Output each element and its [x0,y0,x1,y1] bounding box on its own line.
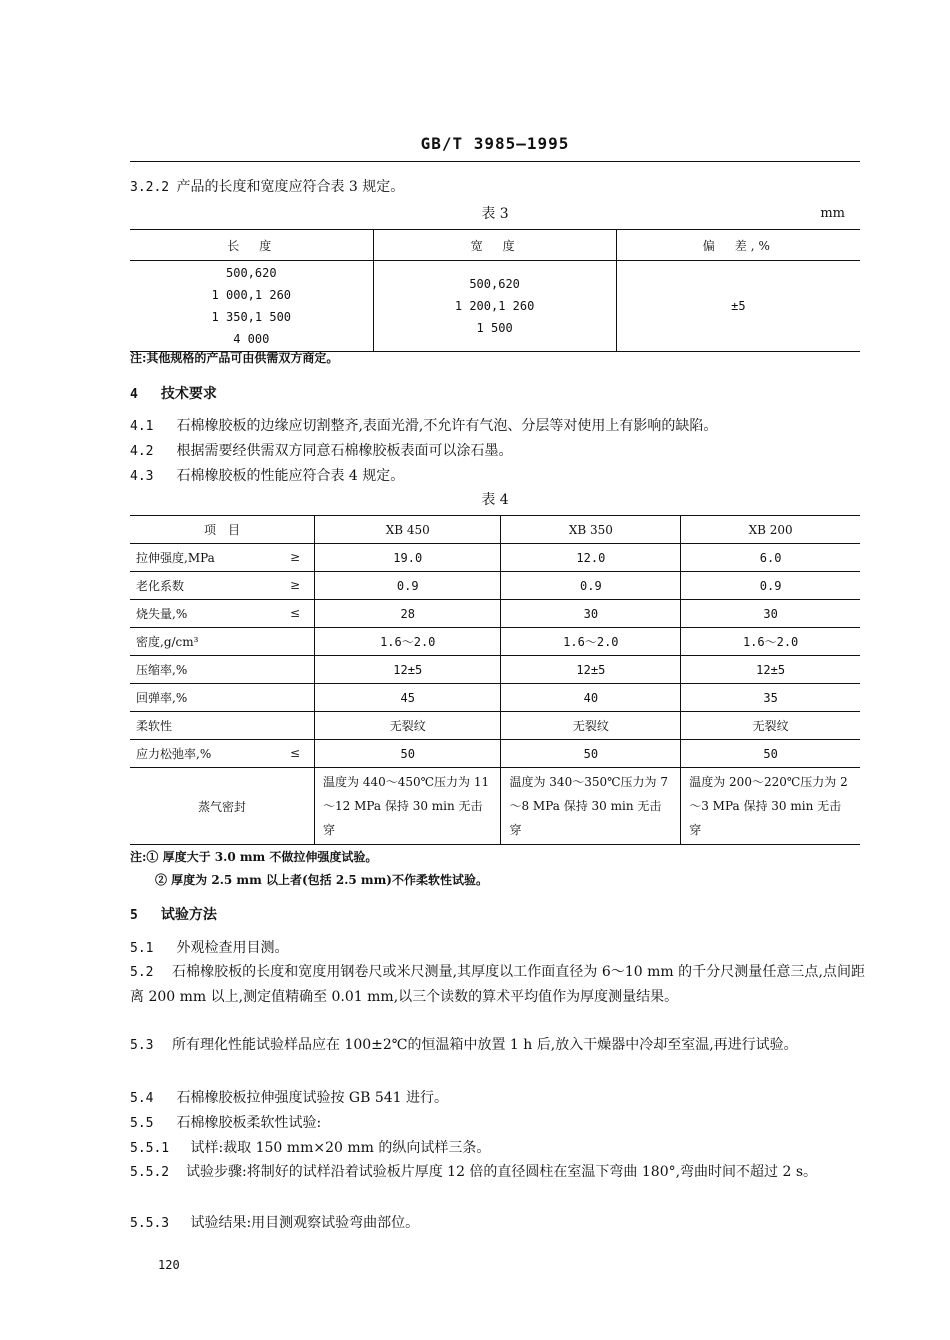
value-cell: 1.6～2.0 [501,628,681,656]
table-row [130,684,860,712]
comparison-symbol: ≥ [289,578,300,592]
value-cell: 19.0 [315,544,501,572]
value-cell: 1.6～2.0 [681,628,860,656]
item-label: 密度,g/cm³ [136,635,199,649]
table-header-cell: 宽 度 [373,230,616,261]
length-value: 500,620 [226,266,277,280]
page-header: GB/T 3985—1995 [420,134,570,153]
value-cell: 6.0 [681,544,860,572]
value-cell: 12.0 [501,544,681,572]
table3-unit: mm [820,206,845,221]
item-cell [130,544,315,572]
clause-text: 产品的长度和宽度应符合表 3 规定。 [176,179,405,195]
value-cell: 12±5 [315,656,501,684]
item-label: 拉伸强度,MPa [136,551,215,565]
clause-number: 5.5.3 [130,1216,170,1231]
clause-text: 石棉橡胶板拉伸强度试验按 GB 541 进行。 [176,1090,448,1106]
table-header-row [130,516,860,544]
value-cell: 1.6～2.0 [315,628,501,656]
clause-text: 外观检查用目测。 [176,940,289,956]
clause-text: 石棉橡胶板柔软性试验: [176,1115,322,1131]
width-value: 1 200,1 260 [454,299,535,313]
item-label: 压缩率,% [136,663,188,677]
length-value: 1 000,1 260 [211,288,292,302]
clause-number: 5.3 [130,1038,154,1053]
comparison-symbol: ≥ [289,550,300,564]
table-row [130,740,860,768]
table-4 [130,515,860,845]
clause-number: 5.5.2 [130,1165,170,1180]
clause-3-2-2 [130,174,865,201]
table-row [130,628,860,656]
clause-number: 5.5.1 [130,1141,170,1156]
section-number: 4 [130,387,138,402]
section-title-text: 试验方法 [160,907,217,923]
width-cell [373,261,616,352]
deviation-cell: ±5 [616,261,860,352]
item-label: 回弹率,% [136,691,188,705]
table-header-cell: 长 度 [130,230,373,261]
value-cell: 12±5 [681,656,860,684]
value-cell: 无裂纹 [315,712,501,740]
clause-5-4 [130,1085,865,1112]
value-cell: 45 [315,684,501,712]
value-cell: 35 [681,684,860,712]
clause-number: 4.2 [130,444,154,459]
table-row [130,600,860,628]
clause-text: 试验步骤:将制好的试样沿着试验板片厚度 12 倍的直径圆柱在室温下弯曲 180°,弯曲时间不超过 2 s。 [186,1164,818,1180]
condition-cell: 温度为 440～450℃压力为 11～12 MPa 保持 30 min 无击穿 [315,768,501,845]
table-header-cell: XB 350 [501,516,681,544]
width-value: 1 500 [476,321,513,335]
table4-caption: 表 4 [481,492,509,508]
clause-number: 5.2 [130,965,154,980]
clause-4-1 [130,413,865,440]
value-cell: 0.9 [501,572,681,600]
value-cell: 0.9 [315,572,501,600]
clause-text: 根据需要经供需双方同意石棉橡胶板表面可以涂石墨。 [176,443,513,459]
table-header-cell: 项 目 [130,516,315,544]
section-5-title [130,902,217,929]
item-cell [130,712,315,740]
item-label: 老化系数 [136,579,185,593]
clause-text: 石棉橡胶板的边缘应切割整齐,表面光滑,不允许有气泡、分层等对使用上有影响的缺陷。 [176,418,718,434]
value-cell: 0.9 [681,572,860,600]
clause-number: 3.2.2 [130,180,170,195]
table3-note: 注:其他规格的产品可由供需双方商定。 [130,351,339,365]
clause-text: 所有理化性能试验样品应在 100±2℃的恒温箱中放置 1 h 后,放入干燥器中冷却至室温,再进行试验。 [172,1037,798,1053]
table-row [130,712,860,740]
clause-text: 试样:裁取 150 mm×20 mm 的纵向试样三条。 [190,1140,491,1156]
table-row [130,572,860,600]
table-3 [130,229,860,352]
value-cell: 30 [681,600,860,628]
table-row-steam-seal [130,768,860,845]
clause-text: 石棉橡胶板的长度和宽度用钢卷尺或米尺测量,其厚度以工作面直径为 6～10 mm 的千分尺测量任意三点,点间距离 200 mm 以上,测定值精确至 0.01 mm,以三个读数的算术平均值作为厚度测量结果。 [130,964,865,1005]
clause-text: 石棉橡胶板的性能应符合表 4 规定。 [176,468,405,484]
table-row [130,544,860,572]
value-cell: 12±5 [501,656,681,684]
table3-caption: 表 3 [481,206,509,222]
item-cell: 蒸气密封 [130,768,315,845]
value-cell: 50 [501,740,681,768]
value-cell: 30 [501,600,681,628]
clause-5-2 [130,960,865,1010]
condition-cell: 温度为 340～350℃压力为 7～8 MPa 保持 30 min 无击穿 [501,768,681,845]
clause-5-1 [130,935,865,962]
clause-number: 4.1 [130,419,154,434]
clause-5-5-3 [130,1210,865,1237]
value-cell: 无裂纹 [681,712,860,740]
clause-number: 4.3 [130,469,154,484]
clause-5-3 [130,1033,865,1058]
clause-number: 5.1 [130,941,154,956]
item-label: 应力松弛率,% [136,747,212,761]
length-cell [130,261,373,352]
length-value: 1 350,1 500 [211,310,292,324]
value-cell: 50 [315,740,501,768]
item-label: 烧失量,% [136,607,188,621]
width-value: 500,620 [469,277,520,291]
comparison-symbol: ≤ [289,746,300,760]
table-header-cell: XB 450 [315,516,501,544]
clause-text: 试验结果:用目测观察试验弯曲部位。 [190,1215,420,1231]
section-number: 5 [130,908,138,923]
clause-5-5 [130,1110,865,1137]
comparison-symbol: ≤ [289,606,300,620]
table-header-row [130,230,860,261]
table-row [130,261,860,352]
clause-number: 5.4 [130,1091,154,1106]
value-cell: 50 [681,740,860,768]
item-cell [130,740,315,768]
page-number: 120 [158,1258,180,1272]
table4-note-1: 注:① 厚度大于 3.0 mm 不做拉伸强度试验。 [130,850,378,864]
table-row [130,656,860,684]
clause-4-3 [130,463,865,490]
section-4-title [130,381,217,408]
length-value: 4 000 [233,332,270,346]
table-header-cell: 偏 差,% [616,230,860,261]
section-title-text: 技术要求 [160,386,217,402]
item-cell [130,600,315,628]
clause-4-2 [130,438,865,465]
item-cell [130,628,315,656]
clause-5-5-1 [130,1135,865,1162]
value-cell: 40 [501,684,681,712]
item-label: 柔软性 [136,719,173,733]
header-rule [130,161,860,162]
item-cell [130,684,315,712]
value-cell: 28 [315,600,501,628]
clause-5-5-2 [130,1160,865,1185]
item-cell [130,572,315,600]
clause-number: 5.5 [130,1116,154,1131]
item-cell [130,656,315,684]
condition-cell: 温度为 200～220℃压力为 2～3 MPa 保持 30 min 无击穿 [681,768,860,845]
table-header-cell: XB 200 [681,516,860,544]
table4-note-2: ② 厚度为 2.5 mm 以上者(包括 2.5 mm)不作柔软性试验。 [155,873,488,887]
value-cell: 无裂纹 [501,712,681,740]
